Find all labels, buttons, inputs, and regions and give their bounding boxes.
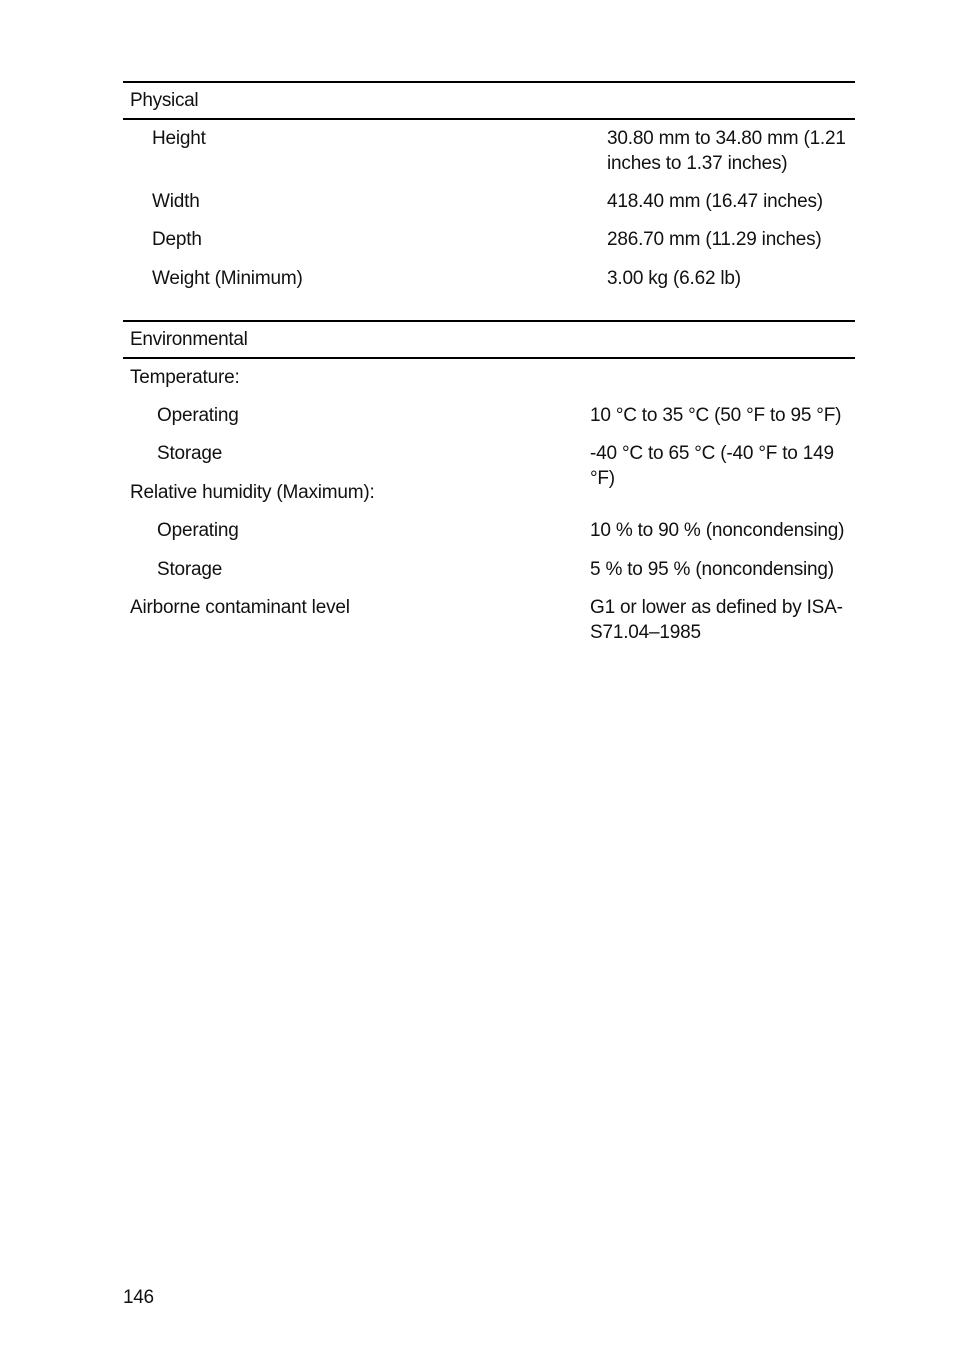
physical-heading-text: Physical [130,90,199,111]
airborne-value: G1 or lower as defined by ISA-S71.04–1985 [590,597,843,643]
airborne-label: Airborne contaminant level [130,597,350,618]
physical-section-heading [123,81,855,120]
weight-value: 3.00 kg (6.62 lb) [607,268,741,289]
humidity-storage-label: Storage [157,559,223,580]
temperature-label: Temperature: [130,367,240,388]
temperature-operating-value: 10 °C to 35 °C (50 °F to 95 °F) [590,405,842,426]
environmental-section-heading [123,320,855,359]
temperature-operating-label: Operating [157,405,239,426]
environmental-heading-text: Environmental [130,329,248,350]
humidity-storage-value: 5 % to 95 % (noncondensing) [590,559,834,580]
width-value: 418.40 mm (16.47 inches) [607,191,823,212]
humidity-label: Relative humidity (Maximum): [130,482,375,503]
weight-label: Weight (Minimum) [152,268,303,289]
humidity-operating-label: Operating [157,520,239,541]
humidity-operating-value: 10 % to 90 % (noncondensing) [590,520,845,541]
height-value: 30.80 mm to 34.80 mm (1.21 inches to 1.37 inches) [607,128,846,174]
width-label: Width [152,191,200,212]
temperature-storage-label: Storage [157,443,223,464]
depth-label: Depth [152,229,202,250]
height-label: Height [152,128,206,149]
page-number: 146 [123,1287,154,1308]
temperature-storage-value: -40 °C to 65 °C (-40 °F to 149 °F) [590,443,834,489]
depth-value: 286.70 mm (11.29 inches) [607,229,822,250]
